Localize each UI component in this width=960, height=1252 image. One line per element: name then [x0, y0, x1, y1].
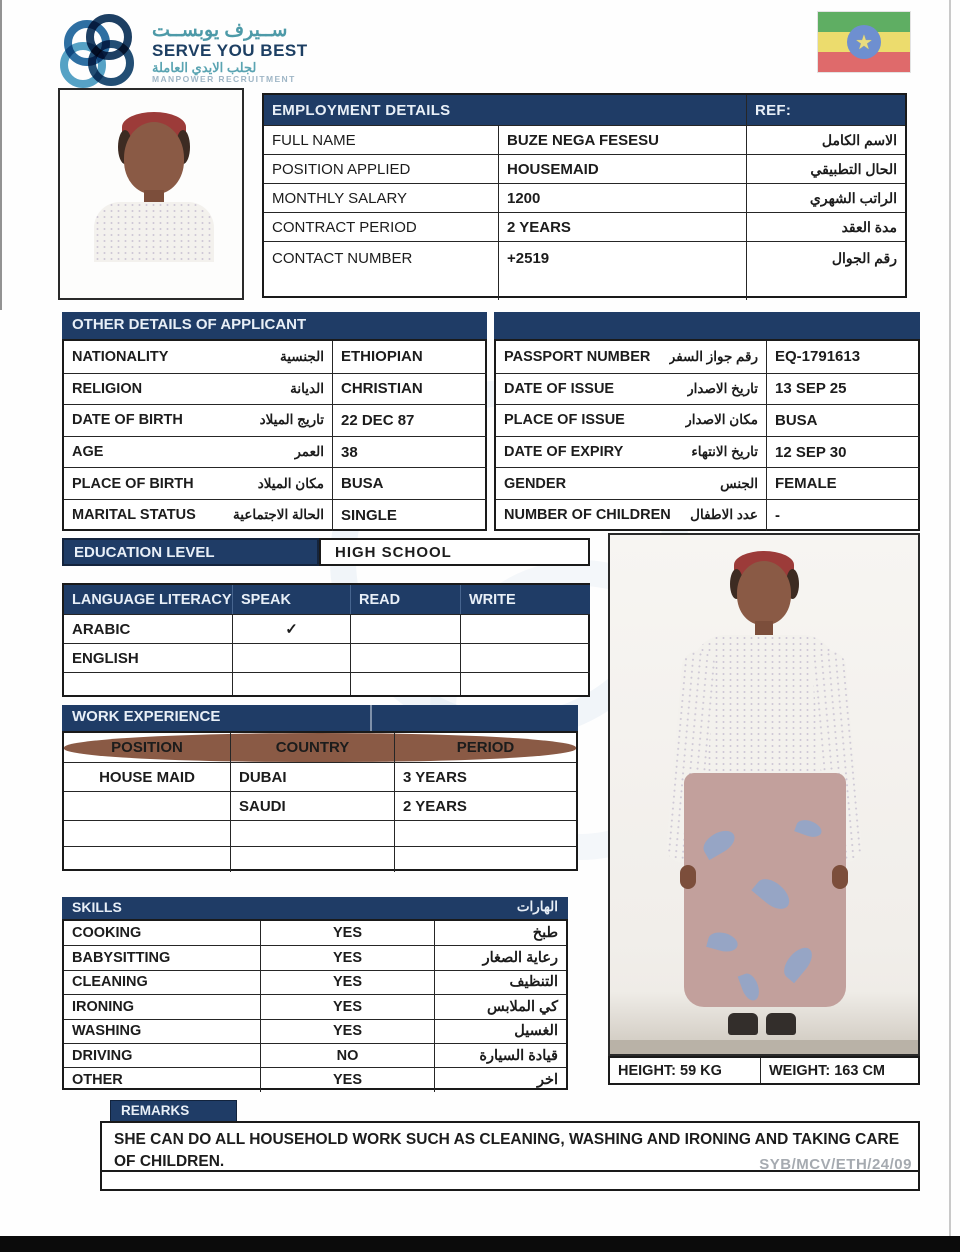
skill-name-arabic: رعاية الصغار	[434, 945, 566, 969]
field-value: 2 YEARS	[498, 212, 746, 241]
remarks-box	[100, 1121, 920, 1191]
table-row	[64, 404, 485, 436]
skill-value: YES	[260, 970, 434, 994]
skill-name: WASHING	[64, 1019, 260, 1043]
employment-details-table	[262, 93, 907, 298]
field-value: -	[766, 499, 920, 531]
field-label-arabic: مدة العقد	[746, 212, 905, 241]
employment-details-title: EMPLOYMENT DETAILS	[264, 95, 746, 125]
table-row	[64, 499, 485, 531]
field-label-arabic: الاسم الكامل	[746, 125, 905, 154]
field-value: FEMALE	[766, 467, 920, 499]
table-row	[64, 614, 588, 643]
language-literacy-table	[62, 583, 590, 697]
table-row	[64, 373, 485, 405]
field-label: NUMBER OF CHILDREN	[504, 507, 671, 524]
skills-title-arabic: الهارات	[516, 899, 558, 914]
position-cell	[64, 846, 230, 872]
country-cell	[230, 846, 394, 872]
skill-value: YES	[260, 994, 434, 1018]
table-row	[264, 241, 905, 300]
field-label: DATE OF ISSUE	[504, 380, 615, 397]
field-label-arabic: الجنسية	[279, 348, 324, 364]
agency-name-arabic: ســيرف يوبســت	[152, 20, 288, 42]
table-row	[496, 467, 918, 499]
other-details-title: OTHER DETAILS OF APPLICANT	[62, 312, 487, 339]
skill-name: COOKING	[72, 925, 142, 942]
skill-value: YES	[260, 945, 434, 969]
field-value: SINGLE	[332, 499, 487, 531]
field-label-arabic: الحالة الاجتماعية	[233, 507, 324, 523]
field-value: BUZE NEGA FESESU	[498, 125, 746, 154]
table-row	[496, 373, 918, 405]
language-name: ARABIC	[64, 614, 232, 643]
field-label-arabic: الراتب الشهري	[746, 183, 905, 212]
table-row	[264, 183, 905, 212]
skill-name-arabic: كي الملابس	[434, 994, 566, 1018]
table-row	[264, 125, 905, 154]
sandal	[728, 1013, 758, 1035]
column-header: COUNTRY	[230, 733, 394, 762]
other-details-left-table	[62, 339, 487, 531]
face	[737, 561, 791, 625]
country-cell: SAUDI	[230, 791, 394, 820]
field-value: CHRISTIAN	[332, 373, 487, 405]
field-label: POSITION APPLIED	[264, 154, 498, 183]
height-caption: HEIGHT: 59 KG	[618, 1062, 722, 1079]
field-value: 1200	[498, 183, 746, 212]
field-label: MARITAL STATUS	[72, 507, 196, 524]
field-label: DATE OF EXPIRY	[504, 444, 624, 461]
period-cell: 3 YEARS	[394, 762, 576, 791]
column-header: READ	[350, 585, 460, 614]
scan-edge-bottom	[0, 1236, 960, 1252]
write-cell	[460, 643, 590, 672]
field-value: 13 SEP 25	[766, 373, 920, 405]
skill-name: BABYSITTING	[64, 945, 260, 969]
field-value: 12 SEP 30	[766, 436, 920, 468]
speak-checkmark: ✓	[232, 614, 350, 643]
read-cell	[350, 672, 460, 695]
position-cell	[64, 791, 230, 820]
photo-floor	[610, 1040, 918, 1054]
table-row	[64, 1019, 566, 1043]
table-row	[64, 1067, 566, 1091]
body-measurements-row	[608, 1056, 920, 1085]
column-header: WRITE	[460, 585, 590, 614]
knot-logo-icon	[58, 12, 144, 94]
field-label-arabic: مكان الميلاد	[257, 475, 324, 491]
field-value: 38	[332, 436, 487, 468]
skill-name: IRONING	[64, 994, 260, 1018]
education-level-value: HIGH SCHOOL	[319, 538, 590, 566]
skill-name-arabic: الغسيل	[434, 1019, 566, 1043]
read-cell	[350, 614, 460, 643]
other-details-right-table	[494, 339, 920, 531]
agency-tagline-arabic: لجلب الايدي العاملة	[152, 59, 257, 75]
table-row	[496, 404, 918, 436]
weight-caption: WEIGHT: 163 CM	[760, 1058, 918, 1083]
write-cell	[460, 614, 590, 643]
skirt	[684, 773, 846, 1007]
work-experience-table	[62, 731, 578, 871]
agency-logo	[58, 10, 368, 96]
language-name: ENGLISH	[64, 643, 232, 672]
field-label-arabic: الديانة	[290, 380, 324, 396]
field-label-arabic: الجنس	[720, 475, 758, 491]
scan-edge-right	[949, 0, 951, 1236]
column-header: PERIOD	[394, 733, 576, 762]
right-hand	[832, 865, 848, 889]
skill-name-arabic: اخر	[434, 1067, 566, 1091]
period-cell	[394, 820, 576, 846]
position-cell: HOUSE MAID	[64, 762, 230, 791]
work-experience-title	[62, 705, 578, 731]
table-row	[64, 820, 576, 846]
skill-value: YES	[260, 1019, 434, 1043]
field-label: DATE OF BIRTH	[72, 412, 183, 429]
table-row	[64, 672, 588, 695]
skill-name: DRIVING	[64, 1043, 260, 1067]
country-cell: DUBAI	[230, 762, 394, 791]
field-value: EQ-1791613	[766, 341, 920, 373]
write-cell	[460, 672, 590, 695]
field-label: RELIGION	[72, 380, 143, 397]
field-label-arabic: رقم جواز السفر	[668, 348, 758, 364]
speak-cell	[232, 672, 350, 695]
field-value: 22 DEC 87	[332, 404, 487, 436]
skill-value: YES	[260, 1067, 434, 1091]
field-label: CONTRACT PERIOD	[264, 212, 498, 241]
column-header: LANGUAGE LITERACY	[64, 585, 232, 614]
field-label-arabic: مكان الاصدار	[685, 412, 758, 428]
table-row	[64, 1043, 566, 1067]
field-label: PASSPORT NUMBER	[504, 348, 651, 365]
skills-title-bar	[62, 897, 568, 919]
field-label: MONTHLY SALARY	[264, 183, 498, 212]
table-row	[64, 467, 485, 499]
table-row	[64, 921, 566, 945]
field-label: CONTACT NUMBER	[264, 241, 498, 300]
speak-cell	[232, 643, 350, 672]
field-label: NATIONALITY	[72, 348, 169, 365]
field-label-arabic: تاريج الميلاد	[259, 412, 324, 428]
table-row	[64, 436, 485, 468]
field-label-arabic: العمر	[294, 444, 324, 460]
field-value: BUSA	[766, 404, 920, 436]
table-row	[64, 643, 588, 672]
work-experience-title-text: WORK EXPERIENCE	[72, 708, 221, 725]
skill-value: NO	[260, 1043, 434, 1067]
left-hand	[680, 865, 696, 889]
table-row	[496, 436, 918, 468]
table-row	[64, 994, 566, 1018]
table-row	[64, 762, 576, 791]
other-details-title-bar	[494, 312, 920, 339]
education-level-label: EDUCATION LEVEL	[62, 538, 319, 566]
skill-name-arabic: التنظيف	[434, 970, 566, 994]
field-label: GENDER	[504, 475, 567, 492]
ethiopia-flag-icon	[818, 12, 910, 72]
field-label: PLACE OF BIRTH	[72, 475, 194, 492]
sandal	[766, 1013, 796, 1035]
field-label-arabic: تاريخ الاصدار	[687, 380, 758, 396]
blouse	[94, 202, 214, 262]
flag-star-emblem-icon: ★	[847, 25, 881, 59]
agency-tagline: MANPOWER RECRUITMENT	[152, 74, 296, 85]
table-row	[496, 499, 918, 531]
remarks-title: REMARKS	[110, 1100, 237, 1122]
period-cell	[394, 846, 576, 872]
skills-table	[62, 919, 568, 1090]
skill-name-arabic: قيادة السيارة	[434, 1043, 566, 1067]
column-header: POSITION	[111, 739, 183, 756]
ref-label: REF:	[746, 95, 905, 125]
table-row	[64, 846, 576, 872]
table-row	[496, 341, 918, 373]
table-row	[264, 154, 905, 183]
skill-name-arabic: طبخ	[434, 921, 566, 945]
scan-edge-left	[0, 0, 2, 310]
document-reference-code: SYB/MCV/ETH/24/09	[759, 1156, 912, 1173]
field-value: HOUSEMAID	[498, 154, 746, 183]
skills-title: SKILLS	[72, 899, 122, 915]
field-label: FULL NAME	[264, 125, 498, 154]
period-cell: 2 YEARS	[394, 791, 576, 820]
country-cell	[230, 820, 394, 846]
agency-name: SERVE YOU BEST	[152, 41, 308, 61]
skill-name: OTHER	[64, 1067, 260, 1091]
field-label-arabic: الحال التطبيقي	[746, 154, 905, 183]
applicant-fullbody-photo	[608, 533, 920, 1056]
read-cell	[350, 643, 460, 672]
field-label-arabic: رقم الجوال	[746, 241, 905, 300]
field-label: PLACE OF ISSUE	[504, 412, 625, 429]
table-row	[64, 945, 566, 969]
field-value: +2519	[498, 241, 746, 300]
remarks-text: SHE CAN DO ALL HOUSEHOLD WORK SUCH AS CLEANING, WASHING AND IRONING AND TAKING CARE OF CHILDREN.	[114, 1131, 904, 1171]
table-row	[264, 212, 905, 241]
table-row	[64, 791, 576, 820]
skill-value: YES	[260, 921, 434, 945]
field-label: AGE	[72, 444, 104, 461]
column-header: SPEAK	[232, 585, 350, 614]
position-cell	[64, 820, 230, 846]
face	[124, 122, 184, 194]
field-value: BUSA	[332, 467, 487, 499]
field-value: ETHIOPIAN	[332, 341, 487, 373]
table-row	[64, 341, 485, 373]
divider	[370, 705, 372, 731]
applicant-portrait-photo	[58, 88, 244, 300]
table-row	[64, 970, 566, 994]
skill-name: CLEANING	[64, 970, 260, 994]
field-label-arabic: تاريخ الانتهاء	[691, 444, 758, 460]
language-name	[64, 672, 232, 695]
field-label-arabic: عدد الاطفال	[690, 507, 758, 523]
